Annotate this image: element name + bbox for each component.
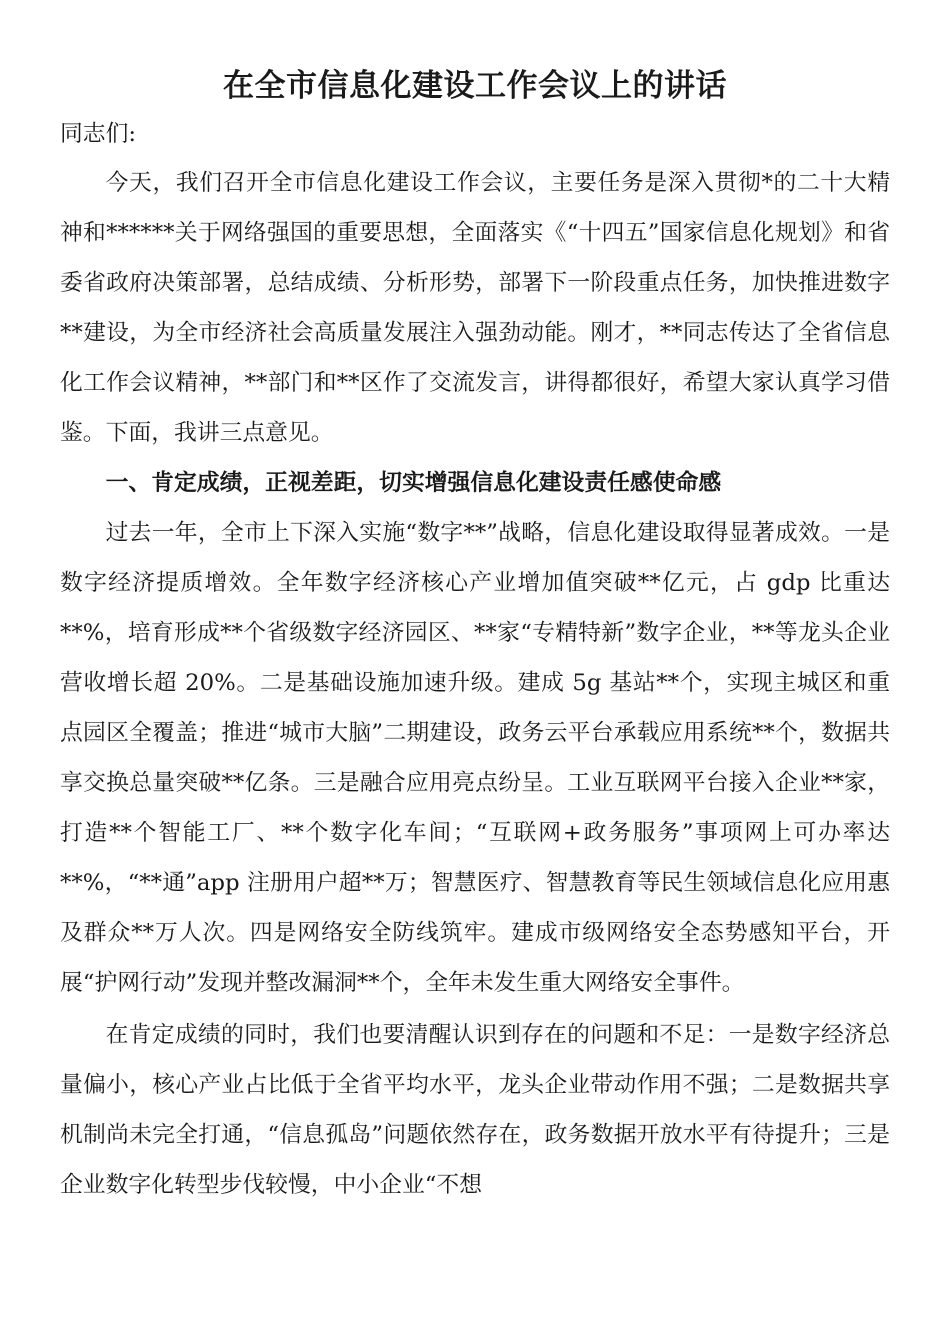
salutation: 同志们: (60, 121, 137, 147)
problems-paragraph: 在肯定成绩的同时，我们也要清醒认识到存在的问题和不足：一是数字经济总量偏小，核心产业占比低于全省平均水平，龙头企业带动作用不强；二是数据共享机制尚未完全打通，“信息孤岛”问题依然存在，政务数据开放水平有待提升；三是企业数字化转型步伐较慢，中小企业“不想 (60, 1022, 890, 1198)
achievements-paragraph: 过去一年，全市上下深入实施“数字**”战略，信息化建设取得显著成效。一是数字经济提质增效。全年数字经济核心产业增加值突破**亿元，占 gdp 比重达**%，培育形成**个省级数字经济园区、**家“专精特新”数字企业，**等龙头企业营收增长超 20%。二是基础设施加速升级。建成 5g 基站**个，实现主城区和重点园区全覆盖；推进“城市大脑”二期建设，政务云平台承载应用系统**个，数据共享交换总量突破**亿条。三是融合应用亮点纷呈。工业互联网平台接入企业**家，打造**个智能工厂、**个数字化车间；“互联网+政务服务”事项网上可办率达**%，“**通”app 注册用户超**万；智慧医疗、智慧教育等民生领域信息化应用惠及群众**万人次。四是网络安全防线筑牢。建成市级网络安全态势感知平台，开展“护网行动”发现并整改漏洞**个，全年未发生重大网络安全事件。 (60, 520, 890, 996)
intro-paragraph: 今天，我们召开全市信息化建设工作会议，主要任务是深入贯彻*的二十大精神和******关于网络强国的重要思想，全面落实《“十四五”国家信息化规划》和省委省政府决策部署，总结成绩、分析形势，部署下一阶段重点任务，加快推进数字**建设，为全市经济社会高质量发展注入强劲动能。刚才，**同志传达了全省信息化工作会议精神，**部门和**区作了交流发言，讲得都很好，希望大家认真学习借鉴。下面，我讲三点意见。 (60, 170, 890, 446)
section-heading: 一、肯定成绩，正视差距，切实增强信息化建设责任感使命感 (105, 470, 722, 496)
document-title: 在全市信息化建设工作会议上的讲话 (223, 68, 727, 104)
document-body (60, 62, 890, 1210)
